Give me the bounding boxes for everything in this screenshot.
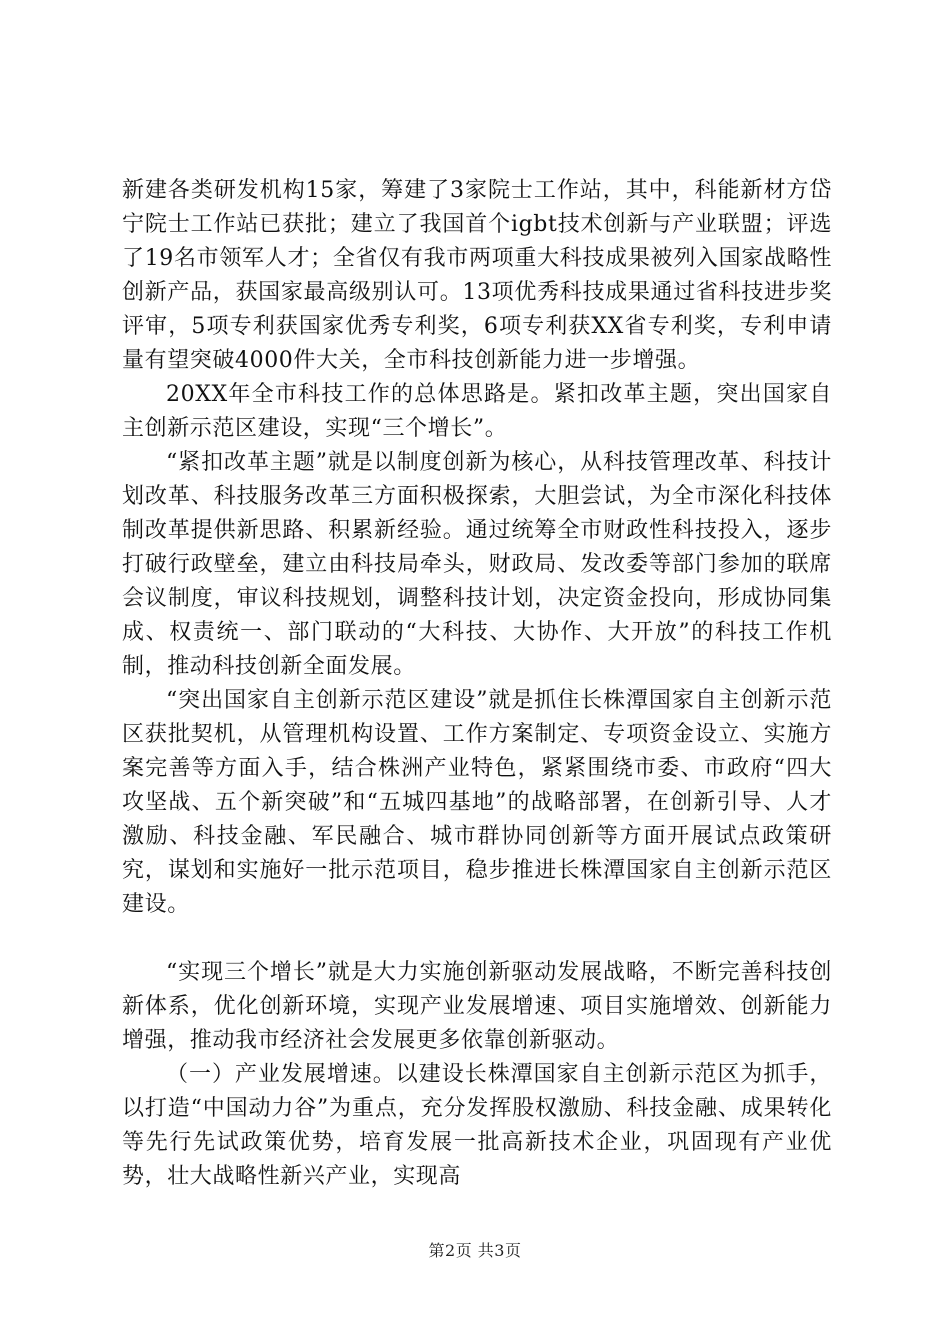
document-body bbox=[122, 174, 832, 1194]
paragraph-1: 新建各类研发机构15家，筹建了3家院士工作站，其中，科能新材方岱宁院士工作站已获批；建立了我国首个igbt技术创新与产业联盟；评选了19名市领军人才；全省仅有我市两项重大科技成果被列入国家战略性创新产品，获国家最高级别认可。13项优秀科技成果通过省科技进步奖评审，5项专利获国家优秀专利奖，6项专利获XX省专利奖，专利申请量有望突破4000件大关，全市科技创新能力进一步增强。 bbox=[122, 178, 832, 373]
paragraph-4: “突出国家自主创新示范区建设”就是抓住长株潭国家自主创新示范区获批契机，从管理机构设置、工作方案制定、专项资金设立、实施方案完善等方面入手，结合株洲产业特色，紧紧围绕市委、市政府“四大攻坚战、五个新突破”和“五城四基地”的战略部署，在创新引导、人才激励、科技金融、军民融合、城市群协同创新等方面开展试点政策研究，谋划和实施好一批示范项目，稳步推进长株潭国家自主创新示范区建设。 bbox=[122, 688, 832, 917]
page-footer bbox=[0, 1238, 950, 1261]
paragraph-2: 20XX年全市科技工作的总体思路是。紧扣改革主题，突出国家自主创新示范区建设，实现“三个增长”。 bbox=[122, 382, 832, 441]
page-number: 第2页 共3页 bbox=[428, 1241, 522, 1260]
paragraph-5: “实现三个增长”就是大力实施创新驱动发展战略，不断完善科技创新体系，优化创新环境，实现产业发展增速、项目实施增效、创新能力增强，推动我市经济社会发展更多依靠创新驱动。 bbox=[122, 960, 832, 1053]
paragraph-3: “紧扣改革主题”就是以制度创新为核心，从科技管理改革、科技计划改革、科技服务改革三方面积极探索，大胆尝试，为全市深化科技体制改革提供新思路、积累新经验。通过统筹全市财政性科技投入，逐步打破行政壁垒，建立由科技局牵头，财政局、发改委等部门参加的联席会议制度，审议科技规划，调整科技计划，决定资金投向，形成协同集成、权责统一、部门联动的“大科技、大协作、大开放”的科技工作机制，推动科技创新全面发展。 bbox=[122, 450, 832, 679]
paragraph-6: （一）产业发展增速。以建设长株潭国家自主创新示范区为抓手，以打造“中国动力谷”为重点，充分发挥股权激励、科技金融、成果转化等先行先试政策优势，培育发展一批高新技术企业，巩固现有产业优势，壮大战略性新兴产业，实现高 bbox=[122, 1062, 832, 1189]
